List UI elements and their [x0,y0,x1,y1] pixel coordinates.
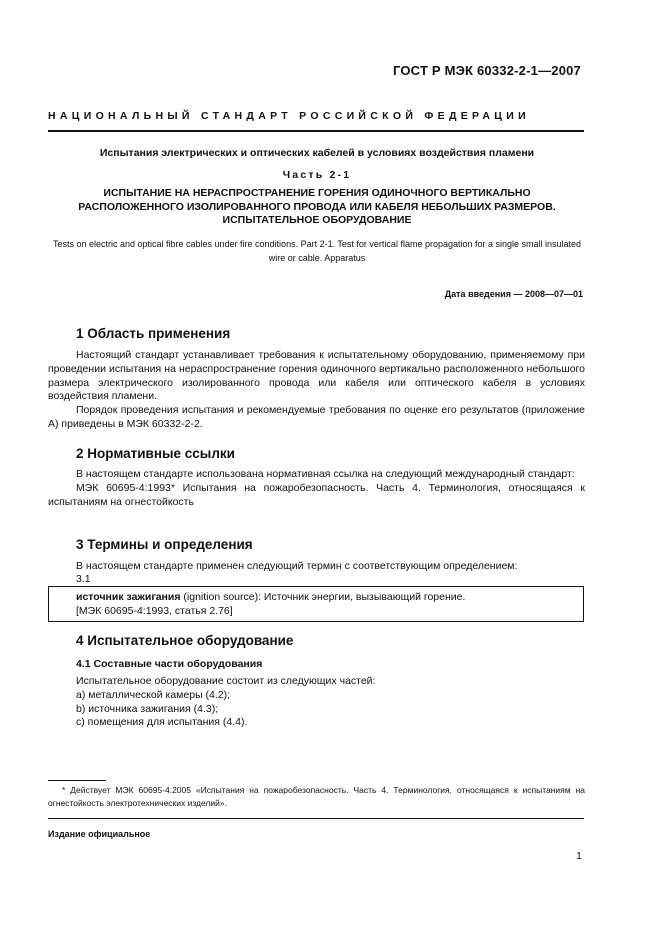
subsection-4-1-heading: 4.1 Составные части оборудования [76,658,263,670]
section-2-body [48,468,585,509]
document-subtitle: Испытания электрических и оптических кабелей в условиях воздействия пламени [99,147,535,159]
section-4-paragraph-1: Испытательное оборудование состоит из следующих частей: [76,675,376,687]
section-4-heading: 4 Испытательное оборудование [76,633,294,648]
term-name: источник зажигания [76,591,181,603]
section-3-paragraph-1: В настоящем стандарте применен следующий термин с соответствующим определением: [76,560,518,572]
edition-rule [48,818,584,819]
document-title: ИСПЫТАНИЕ НА НЕРАСПРОСТРАНЕНИЕ ГОРЕНИЯ ОДИНОЧНОГО ВЕРТИКАЛЬНО РАСПОЛОЖЕННОГО ИЗОЛИРОВАННОГО ПРОВОДА ИЛИ КАБЕЛЯ НЕБОЛЬШИХ РАЗМЕРОВ. ИСПЫТАТЕЛЬНОЕ ОБОРУДОВАНИЕ [78,187,556,226]
equipment-parts-list [76,675,375,730]
footnote-rule [48,780,106,781]
normative-reference: МЭК 60695-4:1993* Испытания на пожаробезопасность. Часть 4. Терминология, относящаяся к испытаниям на огнестойкость [48,481,585,508]
footnote: * Действует МЭК 60695-4.2005 «Испытания на пожаробезопасность. Часть 4. Терминология, относящаяся к испытаниям на огнестойкость электротехнических изделий». [48,785,585,808]
list-item: b) источника зажигания (4.3); [76,702,219,715]
section-2-heading: 2 Нормативные ссылки [76,446,235,461]
part-label: Часть 2-1 [282,169,352,181]
section-1-heading: 1 Область применения [76,326,231,341]
section-1-body [48,349,585,432]
term-definition-text: (ignition source): Источник энергии, вызывающий горение. [180,591,466,603]
section-1-paragraph-1: Настоящий стандарт устанавливает требования к испытательному оборудованию, применяемому при проведении испытания на нераспространение горения одиночного вертикально расположенного небольшого размера электрического изолированного провода или кабеля или оптического кабеля в условиях воздействия пламени. [48,349,585,403]
term-definition [76,591,465,619]
standard-code: ГОСТ Р МЭК 60332-2-1—2007 [392,63,581,78]
term-reference: [МЭК 60695-4:1993, статья 2.76] [76,604,233,617]
header-rule [48,130,584,132]
clause-number: 3.1 [76,573,91,585]
edition-label: Издание официальное [48,829,151,839]
section-3-heading: 3 Термины и определения [76,537,253,552]
list-item: а) металлической камеры (4.2); [76,688,231,701]
list-item: с) помещения для испытания (4.4). [76,716,248,729]
section-2-paragraph-1: В настоящем стандарте использована нормативная ссылка на следующий международный стандарт: [76,468,575,480]
introduction-date: Дата введения — 2008—07—01 [444,289,583,299]
section-1-paragraph-2: Порядок проведения испытания и рекомендуемые требования по оценке его результатов (приложение А) приведены в МЭК 60332-2-2. [48,404,585,430]
page-number: 1 [576,850,582,862]
national-standard-banner: НАЦИОНАЛЬНЫЙ СТАНДАРТ РОССИЙСКОЙ ФЕДЕРАЦИИ [48,110,530,122]
english-title: Tests on electric and optical fibre cables under fire conditions. Part 2-1. Test for vertical flame propagation for a single small insulated wire or cable. Apparatus [52,239,582,263]
